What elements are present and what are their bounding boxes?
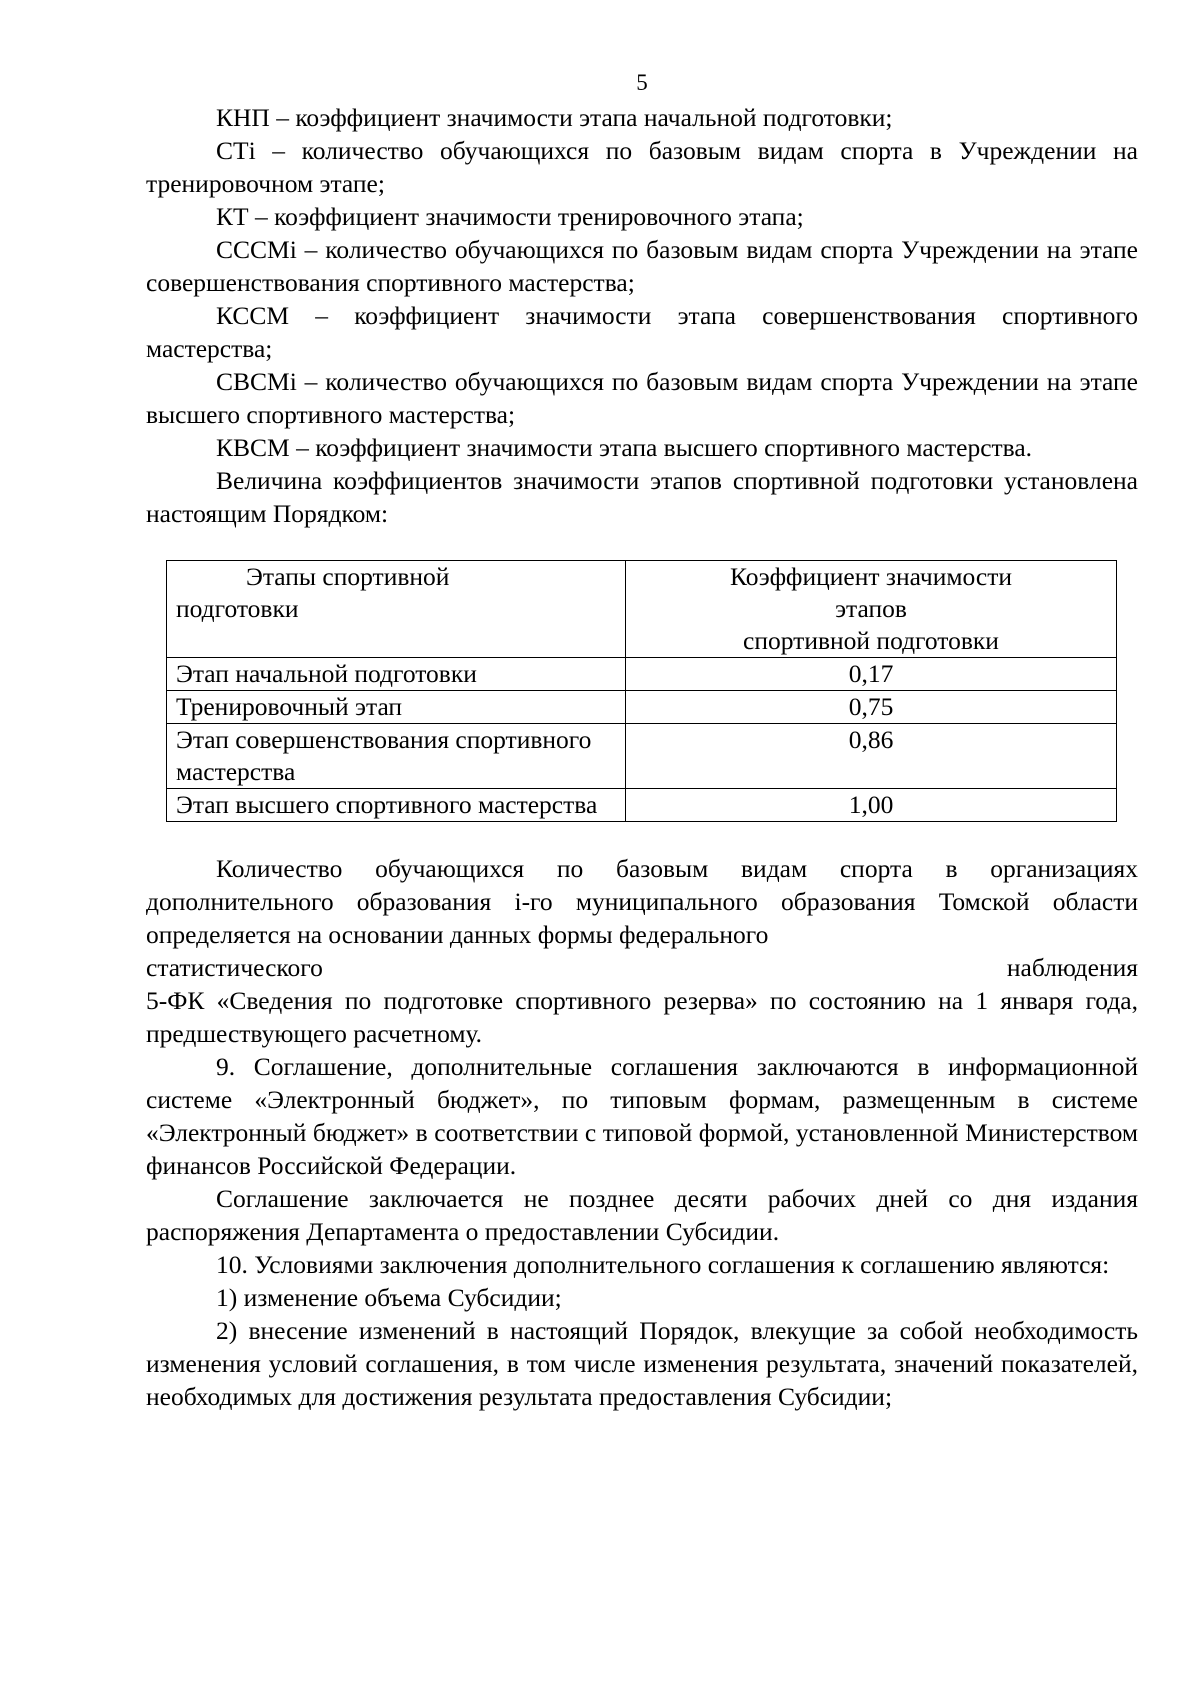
spacer [146,822,1138,852]
stage-cell: Тренировочный этап [167,691,626,724]
page-number: 5 [636,70,648,95]
coef-cell: 0,75 [626,691,1117,724]
paragraph-count: Количество обучающихся по базовым видам спорта в организациях дополнительного образования i-го муниципального образования Томской области определяется на основании данных формы федерального [146,854,1138,949]
table-row [167,691,1117,724]
stage-cell: Этап высшего спортивного мастерства [167,789,626,822]
paragraph-item-9: 9. Соглашение, дополнительные соглашения заключаются в информационной системе «Электронный бюджет», по типовым формам, размещенным в системе «Электронный бюджет» в соответствии с типовой формой, установленной Министерством финансов Российской Федерации. [146,1052,1138,1180]
header-cell-coefficient [626,561,1117,658]
paragraph-svsmi: СВСМi – количество обучающихся по базовым видам спорта Учреждении на этапе высшего спортивного мастерства; [146,367,1138,429]
stage-cell: Этап начальной подготовки [167,658,626,691]
paragraph-kssm: КССМ – коэффициент значимости этапа совершенствования спортивного мастерства; [146,301,1138,363]
header-stages-line1: Этапы спортивной [246,562,450,591]
table-row [167,789,1117,822]
paragraph-count-word-right: наблюдения [1006,953,1138,982]
paragraph-count-line [146,951,1138,984]
paragraph-sssmi: СССМi – количество обучающихся по базовым видам спорта Учреждении на этапе совершенствования спортивного мастерства; [146,235,1138,297]
header-cell-stages [167,561,626,658]
table-header-row [167,561,1117,658]
paragraph-kt: КТ – коэффициент значимости тренировочного этапа; [216,202,804,231]
paragraph-count-end: 5-ФК «Сведения по подготовке спортивного резерва» по состоянию на 1 января года, предшествующего расчетному. [146,986,1138,1048]
header-coef-line3: спортивной подготовки [743,626,999,655]
paragraph-item-10: 10. Условиями заключения дополнительного соглашения к соглашению являются: [216,1250,1110,1279]
document-page [146,68,1138,1413]
paragraph-knp: КНП – коэффициент значимости этапа начальной подготовки; [216,103,893,132]
paragraph-agreement-term: Соглашение заключается не позднее десяти рабочих дней со дня издания распоряжения Департамента о предоставлении Субсидии. [146,1184,1138,1246]
header-coef-line2: этапов [835,594,907,623]
paragraph-subitem-1: 1) изменение объема Субсидии; [216,1283,562,1312]
coefficient-table [166,560,1117,822]
paragraph-coef-intro: Величина коэффициентов значимости этапов спортивной подготовки установлена настоящим Порядком: [146,466,1138,528]
coef-cell: 0,17 [626,658,1117,691]
paragraph-sti: СТi – количество обучающихся по базовым видам спорта в Учреждении на тренировочном этапе; [146,136,1138,198]
spacer [146,530,1138,560]
header-coef-line1: Коэффициент значимости [729,562,1013,591]
coef-cell: 0,86 [626,724,1117,789]
header-stages-line2: подготовки [176,594,299,623]
coef-cell: 1,00 [626,789,1117,822]
stage-cell: Этап совершенствования спортивного мастерства [167,724,626,789]
table-row [167,724,1117,789]
paragraph-count-word-left: статистического [146,953,323,982]
table-row [167,658,1117,691]
paragraph-subitem-2: 2) внесение изменений в настоящий Порядок, влекущие за собой необходимость изменения условий соглашения, в том числе изменения результата, значений показателей, необходимых для достижения результата предоставления Субсидии; [146,1316,1138,1411]
paragraph-kvsm: КВСМ – коэффициент значимости этапа высшего спортивного мастерства. [216,433,1033,462]
